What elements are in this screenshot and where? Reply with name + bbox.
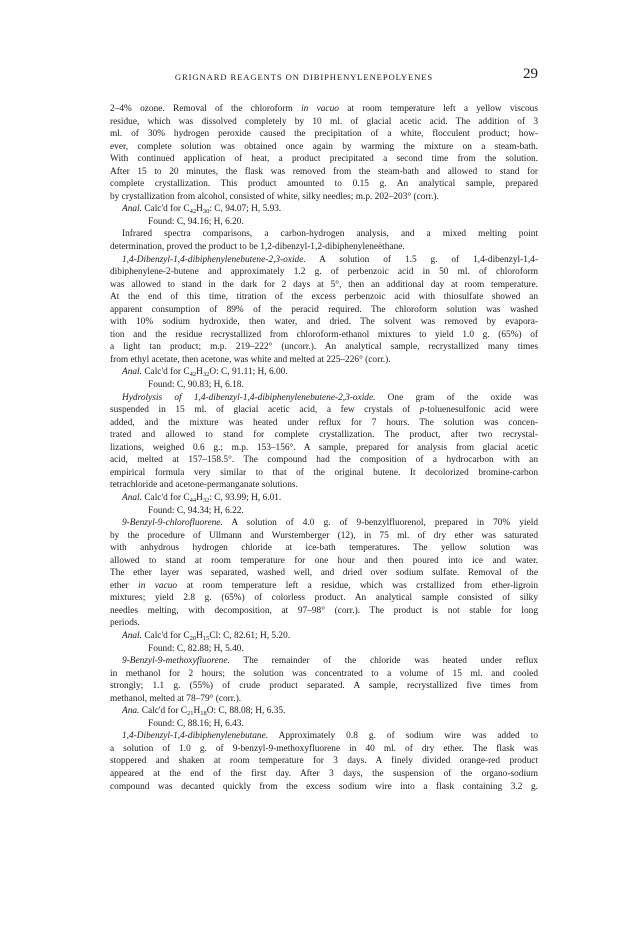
text-run: in methanol for 2 hours; the solution was concentrated to a volume of 15 ml. and cooled xyxy=(110,668,538,679)
text-run: acid, melted at 157–158.5°. The compound had the composition of a hydrocarbon with an xyxy=(110,455,538,466)
text-line xyxy=(110,228,538,241)
text-run: The remainder of the chloride was heated under reflux xyxy=(229,656,538,667)
text-line xyxy=(110,730,538,743)
text-run: at room temperature left a yellow viscous xyxy=(338,104,538,114)
text-run: tetrachloride and acetone-permanganate solutions. xyxy=(110,480,298,491)
text-run: Found: C, 90.83; H, 6.18. xyxy=(148,380,244,391)
text-line xyxy=(110,404,538,417)
text-line xyxy=(110,417,538,430)
text-line xyxy=(110,668,538,681)
text-line xyxy=(110,630,538,643)
text-line xyxy=(110,781,538,794)
text-run: suspended in 15 ml. of glacial acetic acid, a few crystals of xyxy=(110,405,420,416)
text-run: appeared at the end of the first day. After 3 days, the suspension of the organo-sodium xyxy=(110,768,538,779)
text-line xyxy=(110,291,538,304)
text-run: strongly; 1.1 g. (55%) of crude product separated. A sample, recrystallized five times from xyxy=(110,681,538,692)
text-run: trated and allowed to stand for complete crystallization. The product, after two recrystal- xyxy=(110,430,538,441)
subscript: 20 xyxy=(189,634,197,642)
italic-text: Hydrolysis of 1,4-dibenzyl-1,4-dibiphenylenebutene-2,3-oxide. xyxy=(122,392,376,403)
text-run: Found: C, 88.16; H, 6.43. xyxy=(148,718,244,729)
text-line xyxy=(110,517,538,530)
body-text xyxy=(110,103,538,793)
subscript: 42 xyxy=(189,208,197,216)
text-line xyxy=(110,454,538,467)
text-line xyxy=(110,617,538,630)
text-run: methanol, melted at 78–79° (corr.). xyxy=(110,693,242,704)
text-run: -toluenesulfonic acid were xyxy=(424,405,538,416)
text-line xyxy=(110,718,538,731)
text-run: complete crystallization. This product amounted to 0.15 g. An analytical sample, prepared xyxy=(110,179,538,190)
text-run: determination, proved the product to be 1,2-dibenzyl-1,2-dibiphenyleneëthane. xyxy=(110,242,405,253)
running-head: GRIGNARD REAGENTS ON DIBIPHENYLENEPOLYENES xyxy=(174,72,434,82)
text-run: at room temperature left a residue, which was crstallized from ether-ligroin xyxy=(177,580,538,591)
italic-text: Ana. xyxy=(122,706,140,717)
text-line xyxy=(110,216,538,229)
text-run: apparent consumption of 89% of the peracid required. The chloroform solution was washed xyxy=(110,304,538,315)
text-line xyxy=(110,304,538,317)
text-run: with anhydrous hydrogen chloride at ice-bath temperatures. The yellow solution was xyxy=(110,543,538,554)
text-line xyxy=(110,768,538,781)
text-run: H xyxy=(196,492,203,503)
text-run: needles melting, with decomposition, at 97–98° (corr.). The product is not stable for long xyxy=(110,605,538,616)
subscript: 21 xyxy=(187,710,194,718)
text-run: Found: C, 82.88; H, 5.40. xyxy=(148,643,244,654)
subscript: 18 xyxy=(200,710,207,718)
italic-text: 1,4-Dibenzyl-1,4-dibiphenylenebutane. xyxy=(122,731,269,742)
text-line xyxy=(110,354,538,367)
text-line xyxy=(110,680,538,693)
text-line xyxy=(110,329,538,342)
text-run: ever, complete solution was obtained once again by warming the mixture on a steam-bath. xyxy=(110,141,538,152)
text-run: ether xyxy=(110,580,139,591)
text-line xyxy=(110,592,538,605)
text-run: H xyxy=(193,706,201,717)
text-line xyxy=(110,530,538,543)
text-run: residue, which was dissolved completely by 10 ml. of glacial acetic acid. The addition of 3 xyxy=(110,116,538,127)
text-run: Infrared spectra comparisons, a carbon-hydrogen analysis, and a mixed melting point xyxy=(122,229,538,240)
text-run: : C, 93.99; H, 6.01. xyxy=(209,492,282,503)
text-run: Found: C, 94.34; H, 6.22. xyxy=(148,505,244,516)
text-line xyxy=(110,341,538,354)
text-run: was allowed to stand in the dark for 2 days at 5°, then an additional day at room temperature. xyxy=(110,279,538,290)
text-run: A solution of 1.5 g. of 1,4-dibenzyl-1,4- xyxy=(305,254,538,265)
italic-text: Anal. xyxy=(122,204,142,215)
italic-text: 1,4-Dibenzyl-1,4-dibiphenylenebutene-2,3-oxide. xyxy=(122,254,306,265)
text-run: H xyxy=(196,630,203,641)
text-run: A solution of 4.0 g. of 9-benzylfluorenol, prepared in 70% yield xyxy=(222,518,538,529)
text-line xyxy=(110,178,538,191)
subscript: 32 xyxy=(202,371,210,379)
text-line xyxy=(110,116,538,129)
text-run: allowed to stand at room temperature for one hour and then poured into ice and water. xyxy=(110,555,538,566)
text-line xyxy=(110,705,538,718)
text-line xyxy=(110,605,538,618)
subscript: 42 xyxy=(189,371,197,379)
text-line xyxy=(110,153,538,166)
text-run: tion and the residue recrystallized from chloroform-ethanol mixtures to yield 1.0 g. (65%) of xyxy=(110,329,538,340)
text-line xyxy=(110,555,538,568)
text-run: One gram of the oxide was xyxy=(375,392,538,403)
italic-text: Anal. xyxy=(122,367,142,378)
text-run: stoppered and shaken at room temperature for 3 days. A finely divided orange-red product xyxy=(110,756,538,767)
subscript: 30 xyxy=(202,208,210,216)
text-run: a light tan product; m.p. 219–222° (uncorr.). An analytical sample, recrystallized many times xyxy=(110,342,538,353)
text-line xyxy=(110,467,538,480)
text-run: H xyxy=(196,367,203,378)
text-line xyxy=(110,479,538,492)
text-line xyxy=(110,492,538,505)
text-run: a solution of 1.0 g. of 9-benzyl-9-methoxyfluorene in 40 ml. of dry ether. The flask was xyxy=(110,743,538,754)
italic-text: in vacuo xyxy=(301,104,339,114)
text-run: O: C, 88.08; H, 6.35. xyxy=(206,706,286,717)
text-line xyxy=(110,266,538,279)
text-line xyxy=(110,366,538,379)
italic-text: 9-Benzyl-9-chlorofluorene. xyxy=(122,518,223,529)
text-run: periods. xyxy=(110,618,140,629)
text-line xyxy=(110,505,538,518)
text-run: mixtures; yield 2.8 g. (65%) of colorless product. An analytical sample consisted of silky xyxy=(110,593,538,604)
text-line xyxy=(110,316,538,329)
text-line xyxy=(110,693,538,706)
text-run: Calc'd for C xyxy=(141,630,190,641)
italic-text: in vacuo xyxy=(138,580,178,591)
text-line xyxy=(110,580,538,593)
subscript: 15 xyxy=(202,634,210,642)
text-run: The ether layer was separated, washed well, and dried over sodium sulfate. Removal of the xyxy=(110,568,538,579)
text-run: Calc'd for C xyxy=(139,706,188,717)
text-run: with 10% sodium hydroxide, then water, and dried. The solvent was removed by evapora- xyxy=(110,317,538,328)
text-run: Calc'd for C xyxy=(141,367,190,378)
text-line xyxy=(110,743,538,756)
text-run: At the end of this time, titration of the excess perbenzoic acid with thiosulfate showed an xyxy=(110,292,538,303)
text-line xyxy=(110,191,538,204)
text-run: Found: C, 94.16; H, 6.20. xyxy=(148,216,244,227)
italic-text: Anal. xyxy=(122,492,142,503)
page-number: 29 xyxy=(523,66,538,82)
text-run: by crystallization from alcohol, consisted of white, silky needles; m.p. 202–203° (corr.). xyxy=(110,191,439,202)
subscript: 32 xyxy=(202,496,210,504)
text-run: With continued application of heat, a product precipitated a second time from the solution. xyxy=(110,154,538,165)
text-run: Calc'd for C xyxy=(141,492,190,503)
text-run: O: C, 91.11; H, 6.00. xyxy=(209,367,288,378)
text-line xyxy=(110,379,538,392)
text-line xyxy=(110,141,538,154)
text-line xyxy=(110,241,538,254)
text-run: Cl: C, 82.61; H, 5.20. xyxy=(209,630,291,641)
text-run: H xyxy=(196,204,203,215)
text-line xyxy=(110,655,538,668)
text-line xyxy=(110,542,538,555)
page-header xyxy=(110,66,538,88)
italic-text: p xyxy=(419,405,425,416)
text-run: by the procedure of Ullmann and Wurstemberger (12), in 75 ml. of dry ether was saturated xyxy=(110,530,538,541)
text-line xyxy=(110,392,538,405)
text-run: dibiphenylene-2-butene and approximately 1.2 g. of perbenzoic acid in 50 ml. of chloroform xyxy=(110,267,538,278)
text-run: compound was decanted quickly from the excess sodium wire into a flask containing 3.2 g. xyxy=(110,781,538,792)
text-run: ml. of 30% hydrogen peroxide caused the precipitation of a white, flocculent product; how- xyxy=(110,129,538,140)
text-run: empirical formula very similar to that of the original butene. It decolorized bromine-carbon xyxy=(110,467,538,478)
text-run: Approximately 0.8 g. of sodium wire was added to xyxy=(268,731,538,742)
text-line xyxy=(110,279,538,292)
text-line xyxy=(110,755,538,768)
text-line xyxy=(110,103,538,116)
text-run: 2–4% ozone. Removal of the chloroform xyxy=(110,104,302,114)
text-run: After 15 to 20 minutes, the flask was removed from the steam-bath and allowed to stand for xyxy=(110,166,538,177)
subscript: 44 xyxy=(189,496,197,504)
text-line xyxy=(110,203,538,216)
italic-text: 9-Benzyl-9-methoxyfluorene. xyxy=(122,656,230,667)
text-run: Calc'd for C xyxy=(141,204,190,215)
text-run: : C, 94.07; H, 5.93. xyxy=(209,204,282,215)
text-run: from ethyl acetate, then acetone, was white and melted at 225–226° (corr.). xyxy=(110,354,391,365)
text-line xyxy=(110,254,538,267)
text-line xyxy=(110,128,538,141)
text-line xyxy=(110,166,538,179)
text-line xyxy=(110,643,538,656)
text-line xyxy=(110,567,538,580)
text-line xyxy=(110,429,538,442)
italic-text: Anal. xyxy=(122,630,142,641)
text-run: added, and the mixture was heated under reflux for 7 hours. The solution was concen- xyxy=(110,417,538,428)
text-line xyxy=(110,442,538,455)
text-run: lizations, weighed 0.6 g.; m.p. 153–156°. A sample, prepared for analysis from glacial acetic xyxy=(110,442,538,453)
